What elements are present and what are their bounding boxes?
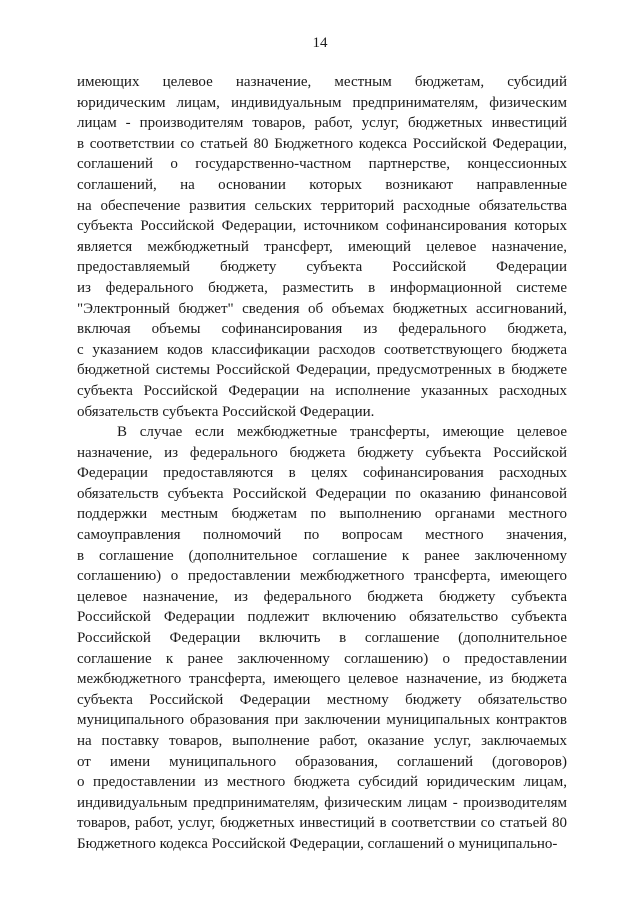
text-line: обязательств субъекта Российской Федерации по оказанию финансовой [77, 485, 567, 502]
text-line: с указанием кодов классификации расходов соответствующего бюджета [77, 341, 567, 358]
text-line: субъекта Российской Федерации местному бюджету обязательство [77, 691, 567, 708]
body-text [77, 72, 567, 855]
text-line: лицам - производителям товаров, работ, услуг, бюджетных инвестиций [77, 115, 567, 132]
text-line: в соглашение (дополнительное соглашение к ранее заключенному [77, 547, 567, 564]
text-line: Российской Федерации включить в соглашение (дополнительное [77, 630, 567, 647]
text-line: субъекта Российской Федерации, источником софинансирования которых [77, 218, 567, 235]
text-line: самоуправления полномочий по вопросам местного значения, [77, 527, 567, 544]
text-line: Федерации предоставляются в целях софинансирования расходных [77, 465, 567, 482]
text-line: от имени муниципального образования, соглашений (договоров) [77, 753, 567, 770]
text-line: Бюджетного кодекса Российской Федерации, соглашений о муниципально- [77, 835, 558, 852]
text-line: межбюджетного трансферта, имеющего целевое назначение, из бюджета [77, 671, 567, 688]
text-line: соглашению) о предоставлении межбюджетного трансферта, имеющего [77, 568, 567, 585]
page-number: 14 [312, 35, 328, 51]
text-line: юридическим лицам, индивидуальным предпринимателям, физическим [77, 94, 567, 111]
text-line: соглашений, на основании которых возникают направленные [77, 176, 567, 193]
text-line: соглашение к ранее заключенному соглашению) о предоставлении [77, 650, 567, 667]
text-line: бюджетной системы Российской Федерации, предусмотренных в бюджете [77, 362, 567, 379]
text-line: предоставляемый бюджету субъекта Российской Федерации [77, 259, 567, 276]
text-line: В случае если межбюджетные трансферты, имеющие целевое [117, 424, 567, 441]
text-line: в соответствии со статьей 80 Бюджетного кодекса Российской Федерации, [77, 135, 567, 152]
text-line: целевое назначение, из федерального бюджета бюджету субъекта [77, 588, 567, 605]
text-line: на поставку товаров, выполнение работ, оказание услуг, заключаемых [77, 733, 567, 749]
text-line: муниципального образования при заключении муниципальных контрактов [77, 712, 567, 729]
text-line: индивидуальным предпринимателям, физическим лицам - производителям [77, 794, 567, 811]
text-line: имеющих целевое назначение, местным бюджетам, субсидий [77, 74, 567, 90]
text-line: "Электронный бюджет" сведения об объемах бюджетных ассигнований, [77, 300, 567, 317]
text-line: о предоставлении из местного бюджета субсидий юридическим лицам, [77, 774, 567, 791]
text-line: на обеспечение развития сельских территорий расходные обязательства [77, 197, 567, 214]
text-line: является межбюджетный трансферт, имеющий целевое назначение, [77, 238, 567, 255]
text-line: Российской Федерации подлежит включению обязательство субъекта [77, 609, 567, 626]
text-line: поддержки местным бюджетам по выполнению органами местного [77, 506, 567, 523]
text-line: обязательств субъекта Российской Федерации. [77, 403, 375, 420]
text-line: включая объемы софинансирования из федерального бюджета, [77, 321, 567, 338]
text-line: субъекта Российской Федерации на исполнение указанных расходных [77, 382, 567, 399]
text-line: товаров, работ, услуг, бюджетных инвестиций в соответствии со статьей 80 [77, 815, 567, 832]
text-line: из федерального бюджета, разместить в информационной системе [77, 279, 567, 296]
text-line: соглашений о государственно-частном партнерстве, концессионных [77, 156, 567, 173]
text-line: назначение, из федерального бюджета бюджету субъекта Российской [77, 444, 567, 461]
